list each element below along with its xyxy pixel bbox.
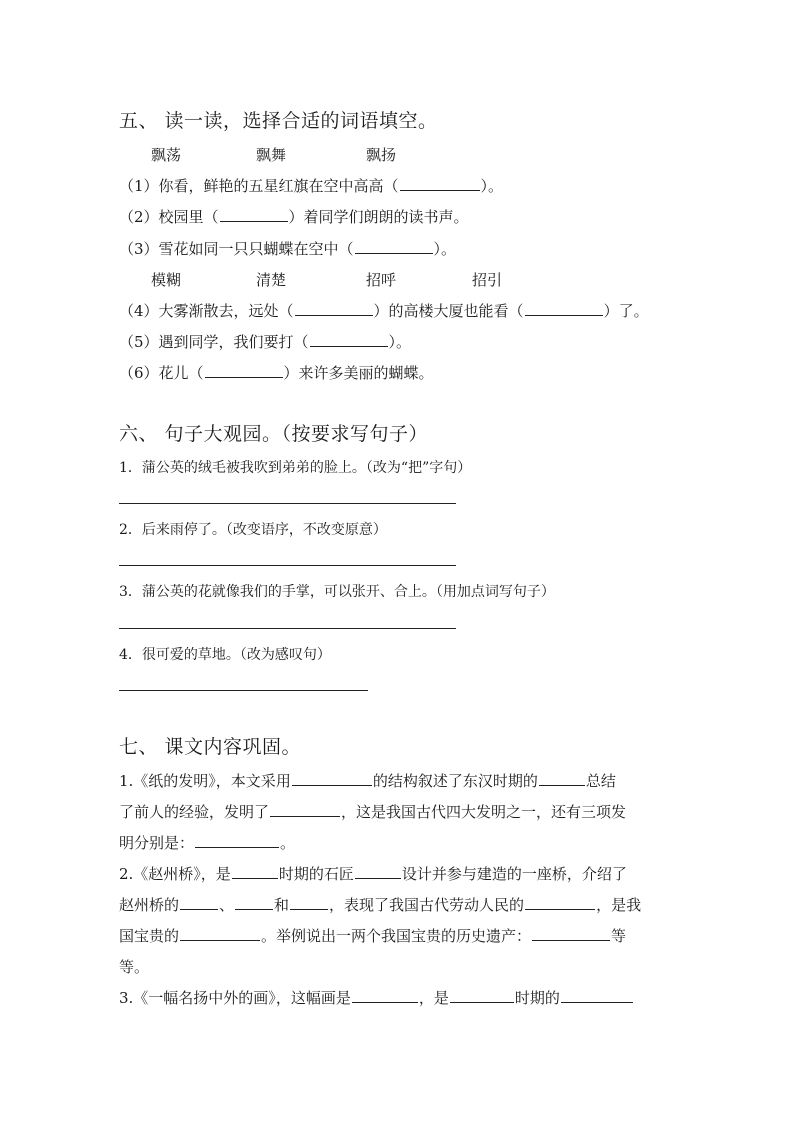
blank[interactable] <box>195 846 279 848</box>
question-5-1: （1）你看，鲜艳的五星红旗在空中高高（ ）。 <box>119 177 504 195</box>
question-7-1-line3: 明分别是： 。 <box>119 834 296 852</box>
question-7-1-line2: 了前人的经验，发明了 ，这是我国古代四大发明之一，还有三项发 <box>119 803 627 821</box>
blank[interactable] <box>352 1001 418 1003</box>
blank[interactable] <box>400 189 480 191</box>
question-6-3: 3．蒲公英的花就像我们的手掌，可以张开、合上。（用加点词写句子） <box>119 584 555 600</box>
answer-line[interactable] <box>119 503 456 504</box>
question-7-1-line1: 1.《纸的发明》，本文采用 的结构叙述了东汉时期的 总结 <box>119 772 616 790</box>
section-5-title: 五、 读一读，选择合适的词语填空。 <box>119 110 438 132</box>
section-7-title: 七、 课文内容巩固。 <box>119 736 302 758</box>
blank[interactable] <box>180 908 218 910</box>
blank[interactable] <box>295 314 373 316</box>
blank[interactable] <box>525 314 603 316</box>
question-5-3: （3）雪花如同一只只蝴蝶在空中（ ）。 <box>119 240 457 258</box>
section-6-title: 六、 句子大观园。（按要求写句子） <box>119 423 429 445</box>
blank[interactable] <box>292 784 372 786</box>
word-option: 模糊 <box>151 271 182 289</box>
blank[interactable] <box>310 345 388 347</box>
word-option: 飘舞 <box>256 146 287 164</box>
word-option: 清楚 <box>256 271 287 289</box>
word-option: 招引 <box>472 271 503 289</box>
question-6-4: 4．很可爱的草地。（改为感叹句） <box>119 647 331 663</box>
answer-line[interactable] <box>119 565 456 566</box>
answer-line[interactable] <box>119 628 456 629</box>
answer-line[interactable] <box>119 690 368 691</box>
blank[interactable] <box>539 784 585 786</box>
question-6-1: 1．蒲公英的绒毛被我吹到弟弟的脸上。（改为“把”字句） <box>119 460 472 476</box>
blank[interactable] <box>355 252 433 254</box>
blank[interactable] <box>450 1001 514 1003</box>
question-7-2-line1: 2.《赵州桥》，是 时期的石匠 设计并参与建造的一座桥，介绍了 <box>119 865 627 883</box>
blank[interactable] <box>205 376 283 378</box>
blank[interactable] <box>235 908 273 910</box>
question-5-6: （6）花儿（ ）来许多美丽的蝴蝶。 <box>119 364 434 382</box>
question-7-3-line1: 3.《一幅名扬中外的画》，这幅画是 ，是 时期的 <box>119 987 634 1008</box>
question-5-4: （4）大雾渐散去，远处（ ）的高楼大厦也能看（ ）了。 <box>119 302 649 320</box>
word-option: 飘荡 <box>151 146 182 164</box>
word-option: 飘扬 <box>366 146 397 164</box>
blank[interactable] <box>270 815 340 817</box>
blank[interactable] <box>561 1001 633 1003</box>
blank[interactable] <box>525 908 595 910</box>
blank[interactable] <box>355 877 401 879</box>
blank[interactable] <box>290 908 328 910</box>
blank[interactable] <box>220 220 288 222</box>
blank[interactable] <box>232 877 278 879</box>
question-7-2-line4: 等。 <box>119 958 150 976</box>
word-option: 招呼 <box>366 271 397 289</box>
blank[interactable] <box>532 939 610 941</box>
question-6-2: 2．后来雨停了。（改变语序，不改变原意） <box>119 522 387 538</box>
question-7-2-line2: 赵州桥的 、 和 ，表现了我国古代劳动人民的 ，是我 <box>119 896 642 914</box>
question-5-5: （5）遇到同学，我们要打（ ）。 <box>119 333 412 351</box>
question-7-2-line3: 国宝贵的 。举例说出一两个我国宝贵的历史遗产： 等 <box>119 927 627 945</box>
question-5-2: （2）校园里（ ）着同学们朗朗的读书声。 <box>119 208 469 226</box>
blank[interactable] <box>180 939 260 941</box>
